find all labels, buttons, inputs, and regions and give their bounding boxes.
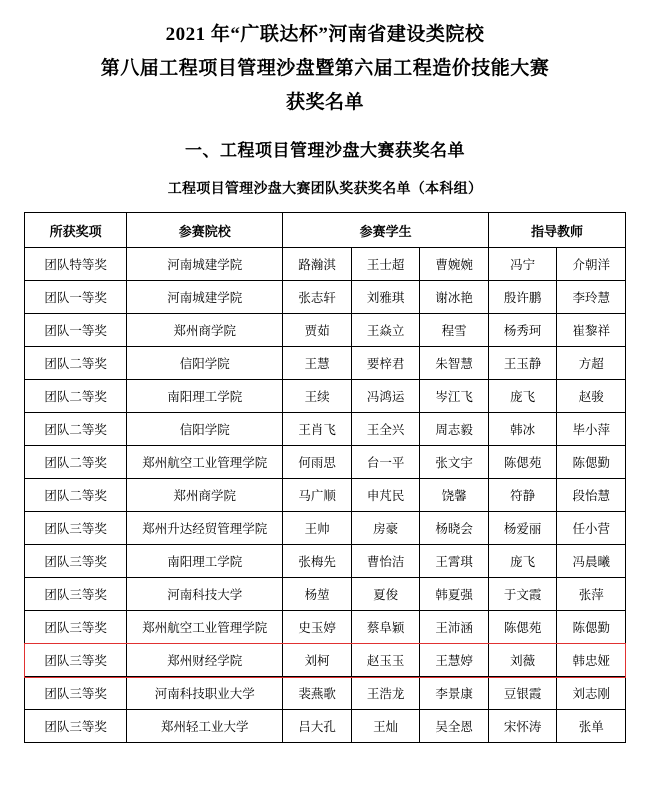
cell-student: 史玉婷 [283,611,352,644]
cell-student: 张志轩 [283,281,352,314]
table-row [25,644,626,677]
title-line-3: 获奖名单 [285,92,364,113]
cell-student: 马广顺 [283,479,352,512]
cell-student: 王慧婷 [420,644,489,677]
cell-award: 团队三等奖 [25,578,127,611]
cell-teacher: 崔黎祥 [557,314,626,347]
table-row [25,512,626,545]
cell-award: 团队一等奖 [25,281,127,314]
cell-teacher: 任小营 [557,512,626,545]
cell-teacher: 陈偲苑 [488,611,557,644]
title-line-2: 第八届工程项目管理沙盘暨第六届工程造价技能大赛 [100,58,550,79]
table-row [25,413,626,446]
cell-student: 吕大孔 [283,710,352,743]
cell-school: 南阳理工学院 [127,380,283,413]
cell-student: 刘雅琪 [351,281,420,314]
cell-student: 王灿 [351,710,420,743]
header-students: 参赛学生 [283,213,489,248]
cell-teacher: 李玲慧 [557,281,626,314]
cell-school: 郑州商学院 [127,479,283,512]
cell-award: 团队三等奖 [25,677,127,710]
cell-student: 王帅 [283,512,352,545]
cell-school: 河南科技大学 [127,578,283,611]
cell-teacher: 于文霞 [488,578,557,611]
header-school: 参赛院校 [127,213,283,248]
document-title-block [24,18,626,120]
cell-student: 岑江飞 [420,380,489,413]
cell-teacher: 刘薇 [488,644,557,677]
cell-school: 河南城建学院 [127,281,283,314]
cell-teacher: 豆银霞 [488,677,557,710]
cell-student: 王焱立 [351,314,420,347]
cell-award: 团队二等奖 [25,413,127,446]
cell-award: 团队三等奖 [25,644,127,677]
cell-student: 王续 [283,380,352,413]
header-teachers: 指导教师 [488,213,625,248]
cell-student: 房豪 [351,512,420,545]
cell-student: 路瀚淇 [283,248,352,281]
cell-teacher: 冯晨曦 [557,545,626,578]
cell-student: 贾茹 [283,314,352,347]
cell-school: 郑州航空工业管理学院 [127,446,283,479]
cell-award: 团队三等奖 [25,611,127,644]
cell-teacher: 方超 [557,347,626,380]
cell-teacher: 陈偲勤 [557,611,626,644]
cell-teacher: 韩忠娅 [557,644,626,677]
cell-school: 河南城建学院 [127,248,283,281]
cell-student: 王霄琪 [420,545,489,578]
cell-teacher: 庞飞 [488,380,557,413]
cell-student: 谢冰艳 [420,281,489,314]
table-header [25,213,626,248]
cell-student: 曹婉婉 [420,248,489,281]
cell-student: 王肖飞 [283,413,352,446]
cell-award: 团队三等奖 [25,512,127,545]
cell-student: 曹怡洁 [351,545,420,578]
cell-school: 郑州航空工业管理学院 [127,611,283,644]
cell-student: 刘柯 [283,644,352,677]
cell-student: 王士超 [351,248,420,281]
cell-student: 杨堃 [283,578,352,611]
table-wrapper [24,212,626,743]
cell-school: 河南科技职业大学 [127,677,283,710]
cell-award: 团队二等奖 [25,380,127,413]
cell-student: 裴燕歌 [283,677,352,710]
cell-teacher: 杨秀珂 [488,314,557,347]
cell-student: 王浩龙 [351,677,420,710]
cell-student: 赵玉玉 [351,644,420,677]
cell-teacher: 段怡慧 [557,479,626,512]
table-row [25,446,626,479]
cell-award: 团队二等奖 [25,347,127,380]
cell-student: 夏俊 [351,578,420,611]
cell-student: 程雪 [420,314,489,347]
cell-teacher: 张萍 [557,578,626,611]
cell-award: 团队特等奖 [25,248,127,281]
cell-student: 王慧 [283,347,352,380]
cell-student: 周志毅 [420,413,489,446]
award-table [24,212,626,743]
cell-teacher: 杨爱丽 [488,512,557,545]
cell-teacher: 刘志刚 [557,677,626,710]
cell-teacher: 庞飞 [488,545,557,578]
cell-student: 要梓君 [351,347,420,380]
cell-student: 冯鸿运 [351,380,420,413]
cell-student: 王沛涵 [420,611,489,644]
section-title: 一、工程项目管理沙盘大赛获奖名单 [185,141,465,160]
cell-student: 张梅先 [283,545,352,578]
cell-teacher: 宋怀涛 [488,710,557,743]
table-row [25,248,626,281]
cell-student: 杨晓会 [420,512,489,545]
table-row [25,281,626,314]
table-body [25,248,626,743]
cell-student: 台一平 [351,446,420,479]
cell-student: 朱智慧 [420,347,489,380]
cell-award: 团队一等奖 [25,314,127,347]
table-row [25,545,626,578]
cell-teacher: 陈偲勤 [557,446,626,479]
cell-award: 团队三等奖 [25,710,127,743]
table-row [25,479,626,512]
cell-teacher: 冯宁 [488,248,557,281]
table-row [25,347,626,380]
title-line-1: 2021 年“广联达杯”河南省建设类院校 [165,24,485,45]
table-row [25,578,626,611]
cell-student: 申芃民 [351,479,420,512]
table-row [25,380,626,413]
cell-school: 郑州升达经贸管理学院 [127,512,283,545]
cell-teacher: 介朝洋 [557,248,626,281]
cell-teacher: 符静 [488,479,557,512]
cell-school: 郑州商学院 [127,314,283,347]
cell-award: 团队二等奖 [25,446,127,479]
table-row [25,314,626,347]
cell-student: 张文宇 [420,446,489,479]
cell-student: 饶馨 [420,479,489,512]
table-row [25,611,626,644]
cell-teacher: 赵骏 [557,380,626,413]
table-header-row [25,213,626,248]
cell-award: 团队二等奖 [25,479,127,512]
cell-school: 信阳学院 [127,347,283,380]
cell-teacher: 张单 [557,710,626,743]
table-caption: 工程项目管理沙盘大赛团队奖获奖名单（本科组） [167,182,483,197]
cell-school: 南阳理工学院 [127,545,283,578]
cell-student: 吴全恩 [420,710,489,743]
cell-school: 信阳学院 [127,413,283,446]
cell-teacher: 毕小萍 [557,413,626,446]
cell-teacher: 王玉静 [488,347,557,380]
cell-student: 蔡阜颖 [351,611,420,644]
cell-award: 团队三等奖 [25,545,127,578]
table-row [25,677,626,710]
cell-student: 韩夏强 [420,578,489,611]
cell-student: 李景康 [420,677,489,710]
header-award: 所获奖项 [25,213,127,248]
cell-teacher: 殷许鹏 [488,281,557,314]
table-row [25,710,626,743]
cell-school: 郑州轻工业大学 [127,710,283,743]
cell-teacher: 陈偲苑 [488,446,557,479]
cell-school: 郑州财经学院 [127,644,283,677]
cell-student: 王全兴 [351,413,420,446]
cell-student: 何雨思 [283,446,352,479]
cell-teacher: 韩冰 [488,413,557,446]
